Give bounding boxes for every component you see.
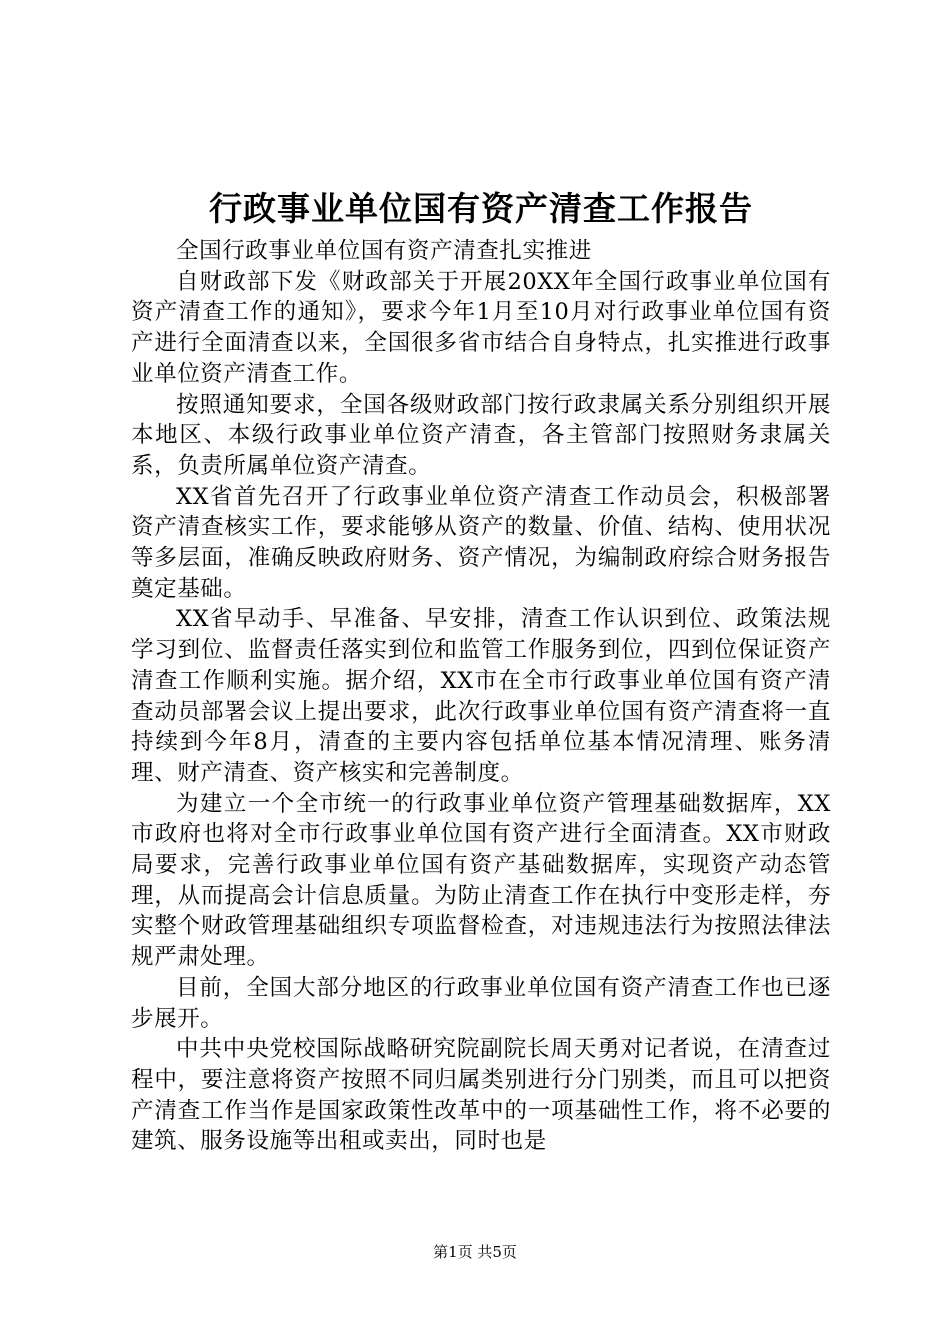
paragraph: XX省首先召开了行政事业单位资产清查工作动员会，积极部署资产清查核实工作，要求能够从资产的数量、价值、结构、使用状况等多层面，准确反映政府财务、资产情况，为编制政府综合财务报告奠定基础。 — [131, 483, 831, 602]
paragraph: 全国行政事业单位国有资产清查扎实推进 — [176, 238, 592, 264]
paragraph: XX省早动手、早准备、早安排，清查工作认识到位、政策法规学习到位、监督责任落实到位和监管工作服务到位，四到位保证资产清查工作顺利实施。据介绍，XX市在全市行政事业单位国有资产清查动员部署会议上提出要求，此次行政事业单位国有资产清查将一直持续到今年8月，清查的主要内容包括单位基本情况清理、账务清理、财产清查、资产核实和完善制度。 — [131, 606, 831, 786]
paragraph: 目前，全国大部分地区的行政事业单位国有资产清查工作也已逐步展开。 — [131, 974, 831, 1032]
document-body — [131, 186, 831, 1157]
paragraph: 为建立一个全市统一的行政事业单位资产管理基础数据库，XX市政府也将对全市行政事业单位国有资产进行全面清查。XX市财政局要求，完善行政事业单位国有资产基础数据库，实现资产动态管理，从而提高会计信息质量。为防止清查工作在执行中变形走样，夯实整个财政管理基础组织专项监督检查，对违规违法行为按照法律法规严肃处理。 — [131, 790, 831, 971]
paragraph: 按照通知要求，全国各级财政部门按行政隶属关系分别组织开展本地区、本级行政事业单位资产清查，各主管部门按照财务隶属关系，负责所属单位资产清查。 — [131, 391, 831, 479]
document-title: 行政事业单位国有资产清查工作报告 — [209, 189, 753, 228]
paragraph: 中共中央党校国际战略研究院副院长周天勇对记者说，在清查过程中，要注意将资产按照不同归属类别进行分门别类，而且可以把资产清查工作当作是国家政策性改革中的一项基础性工作，将不必要的建筑、服务设施等出租或卖出，同时也是 — [131, 1036, 831, 1155]
paragraph: 自财政部下发《财政部关于开展20XX年全国行政事业单位国有资产清查工作的通知》，要求今年1月至10月对行政事业单位国有资产进行全面清查以来，全国很多省市结合自身特点，扎实推进行政事业单位资产清查工作。 — [131, 268, 831, 387]
page-number-footer: 第1页 共5页 — [433, 1243, 517, 1261]
